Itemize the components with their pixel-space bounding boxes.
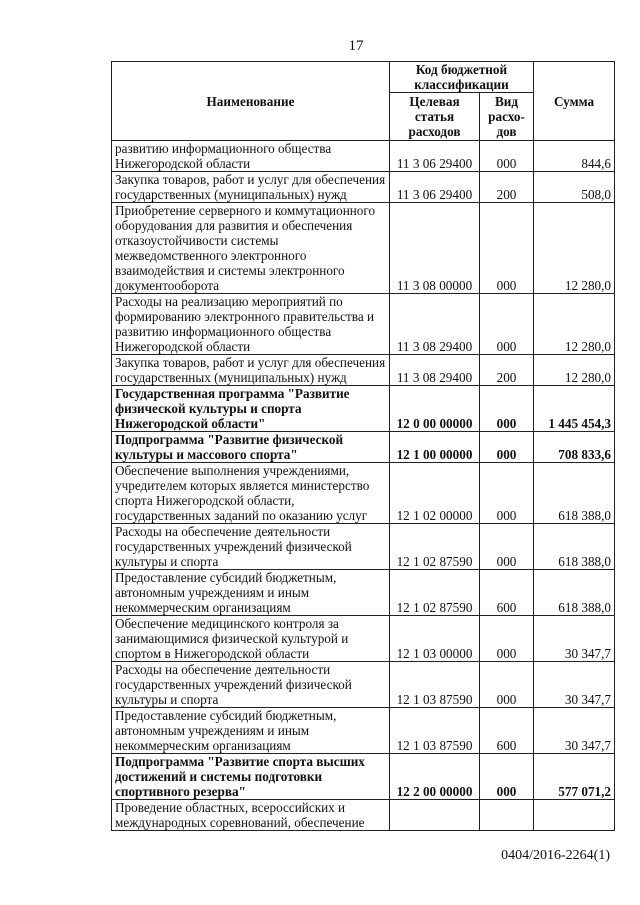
row-expense-kind: 000 [480,386,534,432]
table-row [112,463,615,524]
row-sum: 844,6 [534,141,615,172]
row-name: Обеспечение выполнения учреждениями, учредителем которых является министерство спорта Нижегородской области, государственных заданий по оказанию услуг [112,463,390,524]
row-sum: 508,0 [534,172,615,203]
table-row [112,662,615,708]
header-expense-kind: Вид расхо-дов [480,93,534,141]
table-row [112,616,615,662]
budget-table [111,61,615,831]
row-target-article: 11 3 06 29400 [390,141,480,172]
table-row [112,432,615,463]
row-name: Расходы на обеспечение деятельности государственных учреждений физической культуры и спорта [112,662,390,708]
row-target-article: 12 1 02 87590 [390,570,480,616]
row-target-article: 11 3 08 29400 [390,294,480,355]
row-sum: 30 347,7 [534,662,615,708]
table-row [112,524,615,570]
header-budget-code: Код бюджетной классификации [390,62,534,93]
row-sum [534,800,615,831]
row-name: Предоставление субсидий бюджетным, автономным учреждениям и иным некоммерческим организациям [112,708,390,754]
row-sum: 30 347,7 [534,616,615,662]
row-sum: 12 280,0 [534,294,615,355]
row-sum: 618 388,0 [534,463,615,524]
header-target-article: Целевая статья расходов [390,93,480,141]
row-expense-kind: 000 [480,432,534,463]
row-target-article: 12 1 03 87590 [390,708,480,754]
page-number: 17 [348,38,364,54]
row-name: Закупка товаров, работ и услуг для обеспечения государственных (муниципальных) нужд [112,355,390,386]
row-sum: 30 347,7 [534,708,615,754]
table-row [112,141,615,172]
row-name: Подпрограмма "Развитие спорта высших достижений и системы подготовки спортивного резерва" [112,754,390,800]
row-expense-kind: 200 [480,355,534,386]
row-target-article: 11 3 08 00000 [390,203,480,294]
row-expense-kind: 000 [480,616,534,662]
row-sum: 12 280,0 [534,355,615,386]
row-name: Государственная программа "Развитие физической культуры и спорта Нижегородской области" [112,386,390,432]
row-expense-kind: 600 [480,708,534,754]
row-name: Приобретение серверного и коммутационного оборудования для развития и обеспечения отказоустойчивости системы межведомственного электронного взаимодействия и системы электронного документооборота [112,203,390,294]
row-sum: 1 445 454,3 [534,386,615,432]
table-body [112,141,615,831]
row-name: Расходы на обеспечение деятельности государственных учреждений физической культуры и спорта [112,524,390,570]
table-row [112,203,615,294]
row-expense-kind: 600 [480,570,534,616]
row-expense-kind: 000 [480,524,534,570]
row-name: Предоставление субсидий бюджетным, автономным учреждениям и иным некоммерческим организациям [112,570,390,616]
row-name: Обеспечение медицинского контроля за занимающимися физической культурой и спортом в Нижегородской области [112,616,390,662]
row-expense-kind: 000 [480,141,534,172]
row-expense-kind: 000 [480,754,534,800]
row-expense-kind: 000 [480,463,534,524]
row-sum: 708 833,6 [534,432,615,463]
row-name: Расходы на реализацию мероприятий по формированию электронного правительства и развитию информационного общества Нижегородской области [112,294,390,355]
row-sum: 618 388,0 [534,570,615,616]
table-row [112,172,615,203]
document-code: 0404/2016-2264(1) [501,848,610,863]
row-target-article: 11 3 06 29400 [390,172,480,203]
header-sum: Сумма [534,62,615,141]
row-name: Подпрограмма "Развитие физической культуры и массового спорта" [112,432,390,463]
row-expense-kind: 000 [480,294,534,355]
header-name: Наименование [112,62,390,141]
row-target-article: 12 1 02 87590 [390,524,480,570]
row-target-article: 12 1 03 00000 [390,616,480,662]
table-row [112,570,615,616]
row-expense-kind: 200 [480,172,534,203]
row-target-article [390,800,480,831]
row-target-article: 12 0 00 00000 [390,386,480,432]
row-name: развитию информационного общества Нижегородской области [112,141,390,172]
row-name: Проведение областных, всероссийских и международных соревнований, обеспечение [112,800,390,831]
row-sum: 12 280,0 [534,203,615,294]
row-expense-kind: 000 [480,662,534,708]
row-sum: 618 388,0 [534,524,615,570]
table-row [112,294,615,355]
table-row [112,708,615,754]
row-target-article: 12 1 02 00000 [390,463,480,524]
table-row [112,355,615,386]
row-target-article: 12 1 00 00000 [390,432,480,463]
row-target-article: 11 3 08 29400 [390,355,480,386]
row-target-article: 12 2 00 00000 [390,754,480,800]
row-expense-kind: 000 [480,203,534,294]
table-row [112,800,615,831]
table-row [112,386,615,432]
row-expense-kind [480,800,534,831]
row-target-article: 12 1 03 87590 [390,662,480,708]
table-row [112,754,615,800]
row-name: Закупка товаров, работ и услуг для обеспечения государственных (муниципальных) нужд [112,172,390,203]
row-sum: 577 071,2 [534,754,615,800]
